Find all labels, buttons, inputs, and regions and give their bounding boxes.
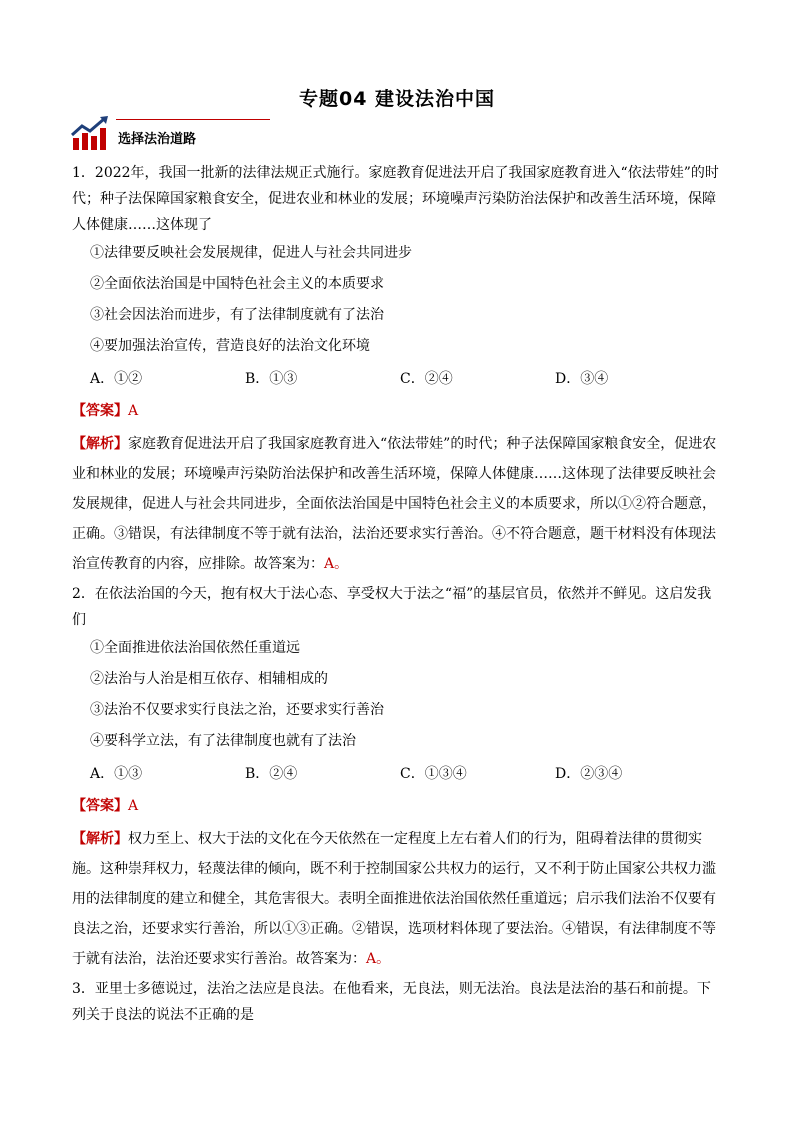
question-stem: 3．亚里士多德说过，法治之法应是良法。在他看来，无良法，则无法治。良法是法治的基石和前提。下列关于良法的说法不正确的是	[72, 981, 711, 1023]
analysis-tag: 【解析】	[72, 831, 128, 847]
analysis-answer: A。	[324, 556, 349, 572]
statement-option: ①全面推进依法治国依然任重道远	[90, 640, 300, 656]
analysis-answer: A。	[366, 951, 391, 967]
statement-option: ③法治不仅要求实行良法之治，还要求实行善治	[90, 702, 384, 718]
answer-choices	[90, 760, 724, 788]
choice-c: C．①③④	[400, 766, 467, 782]
choice-b: B．①③	[245, 371, 298, 387]
statement-option: ①法律要反映社会发展规律，促进人与社会共同进步	[90, 245, 412, 261]
statement-option: ③社会因法治而进步，有了法律制度就有了法治	[90, 307, 384, 323]
answer-line	[72, 791, 724, 821]
question-stem: 1．2022年，我国一批新的法律法规正式施行。家庭教育促进法开启了我国家庭教育进入“依法带娃”的时代；种子法保障国家粮食安全，促进农业和林业的发展；环境噪声污染防治法保护和改善生活环境，保障人体健康……这体现了	[72, 165, 719, 233]
choice-d: D．③④	[555, 371, 609, 387]
section-rule	[116, 119, 270, 120]
question-stem: 2．在依法治国的今天，抱有权大于法心态、享受权大于法之“福”的基层官员，依然并不鲜见。这启发我们	[72, 586, 712, 628]
question-content	[72, 160, 724, 1028]
analysis-text: 家庭教育促进法开启了我国家庭教育进入“依法带娃”的时代；种子法保障国家粮食安全，促进农业和林业的发展；环境噪声污染防治法保护和改善生活环境，保障人体健康……这体现了法律要反映社会发展规律，促进人与社会共同进步，全面依法治国是中国特色社会主义的本质要求，所以①②符合题意，正确。③错误，有法律制度不等于就有法治，法治还要求实行善治。④不符合题意，题干材料没有体现法治宣传教育的内容，应排除。故答案为：	[72, 436, 717, 572]
bar-chart-arrow-icon	[70, 116, 110, 152]
answer-value: A	[128, 403, 139, 419]
choice-b: B．②④	[245, 766, 298, 782]
answer-choices	[90, 365, 724, 393]
statement-option: ②法治与人治是相互依存、相辅相成的	[90, 671, 328, 687]
answer-line	[72, 396, 724, 426]
section-label: 选择法治道路	[118, 132, 197, 147]
statement-option: ②全面依法治国是中国特色社会主义的本质要求	[90, 276, 384, 292]
answer-value: A	[128, 798, 139, 814]
choice-a: A．①③	[90, 766, 143, 782]
statement-option: ④要科学立法，有了法律制度也就有了法治	[90, 733, 356, 749]
choice-d: D．②③④	[555, 766, 623, 782]
section-header	[70, 116, 280, 152]
analysis-paragraph	[72, 824, 724, 974]
analysis-tag: 【解析】	[72, 436, 128, 452]
analysis-text: 权力至上、权大于法的文化在今天依然在一定程度上左右着人们的行为，阻碍着法律的贯彻实施。这种崇拜权力，轻蔑法律的倾向，既不利于控制国家公共权力的运行，又不利于防止国家公共权力滥用的法律制度的建立和健全，其危害很大。表明全面推进依法治国依然任重道远；启示我们法治不仅要有良法之治，还要求实行善治，所以①③正确。②错误，选项材料体现了要法治。④错误，有法律制度不等于就有法治，法治还要求实行善治。故答案为：	[72, 831, 716, 967]
analysis-paragraph	[72, 429, 724, 579]
choice-a: A．①②	[90, 371, 143, 387]
answer-tag: 【答案】	[72, 403, 128, 419]
statement-option: ④要加强法治宣传，营造良好的法治文化环境	[90, 338, 370, 354]
answer-tag: 【答案】	[72, 798, 128, 814]
choice-c: C．②④	[400, 371, 453, 387]
document-title: 专题04 建设法治中国	[298, 88, 496, 110]
